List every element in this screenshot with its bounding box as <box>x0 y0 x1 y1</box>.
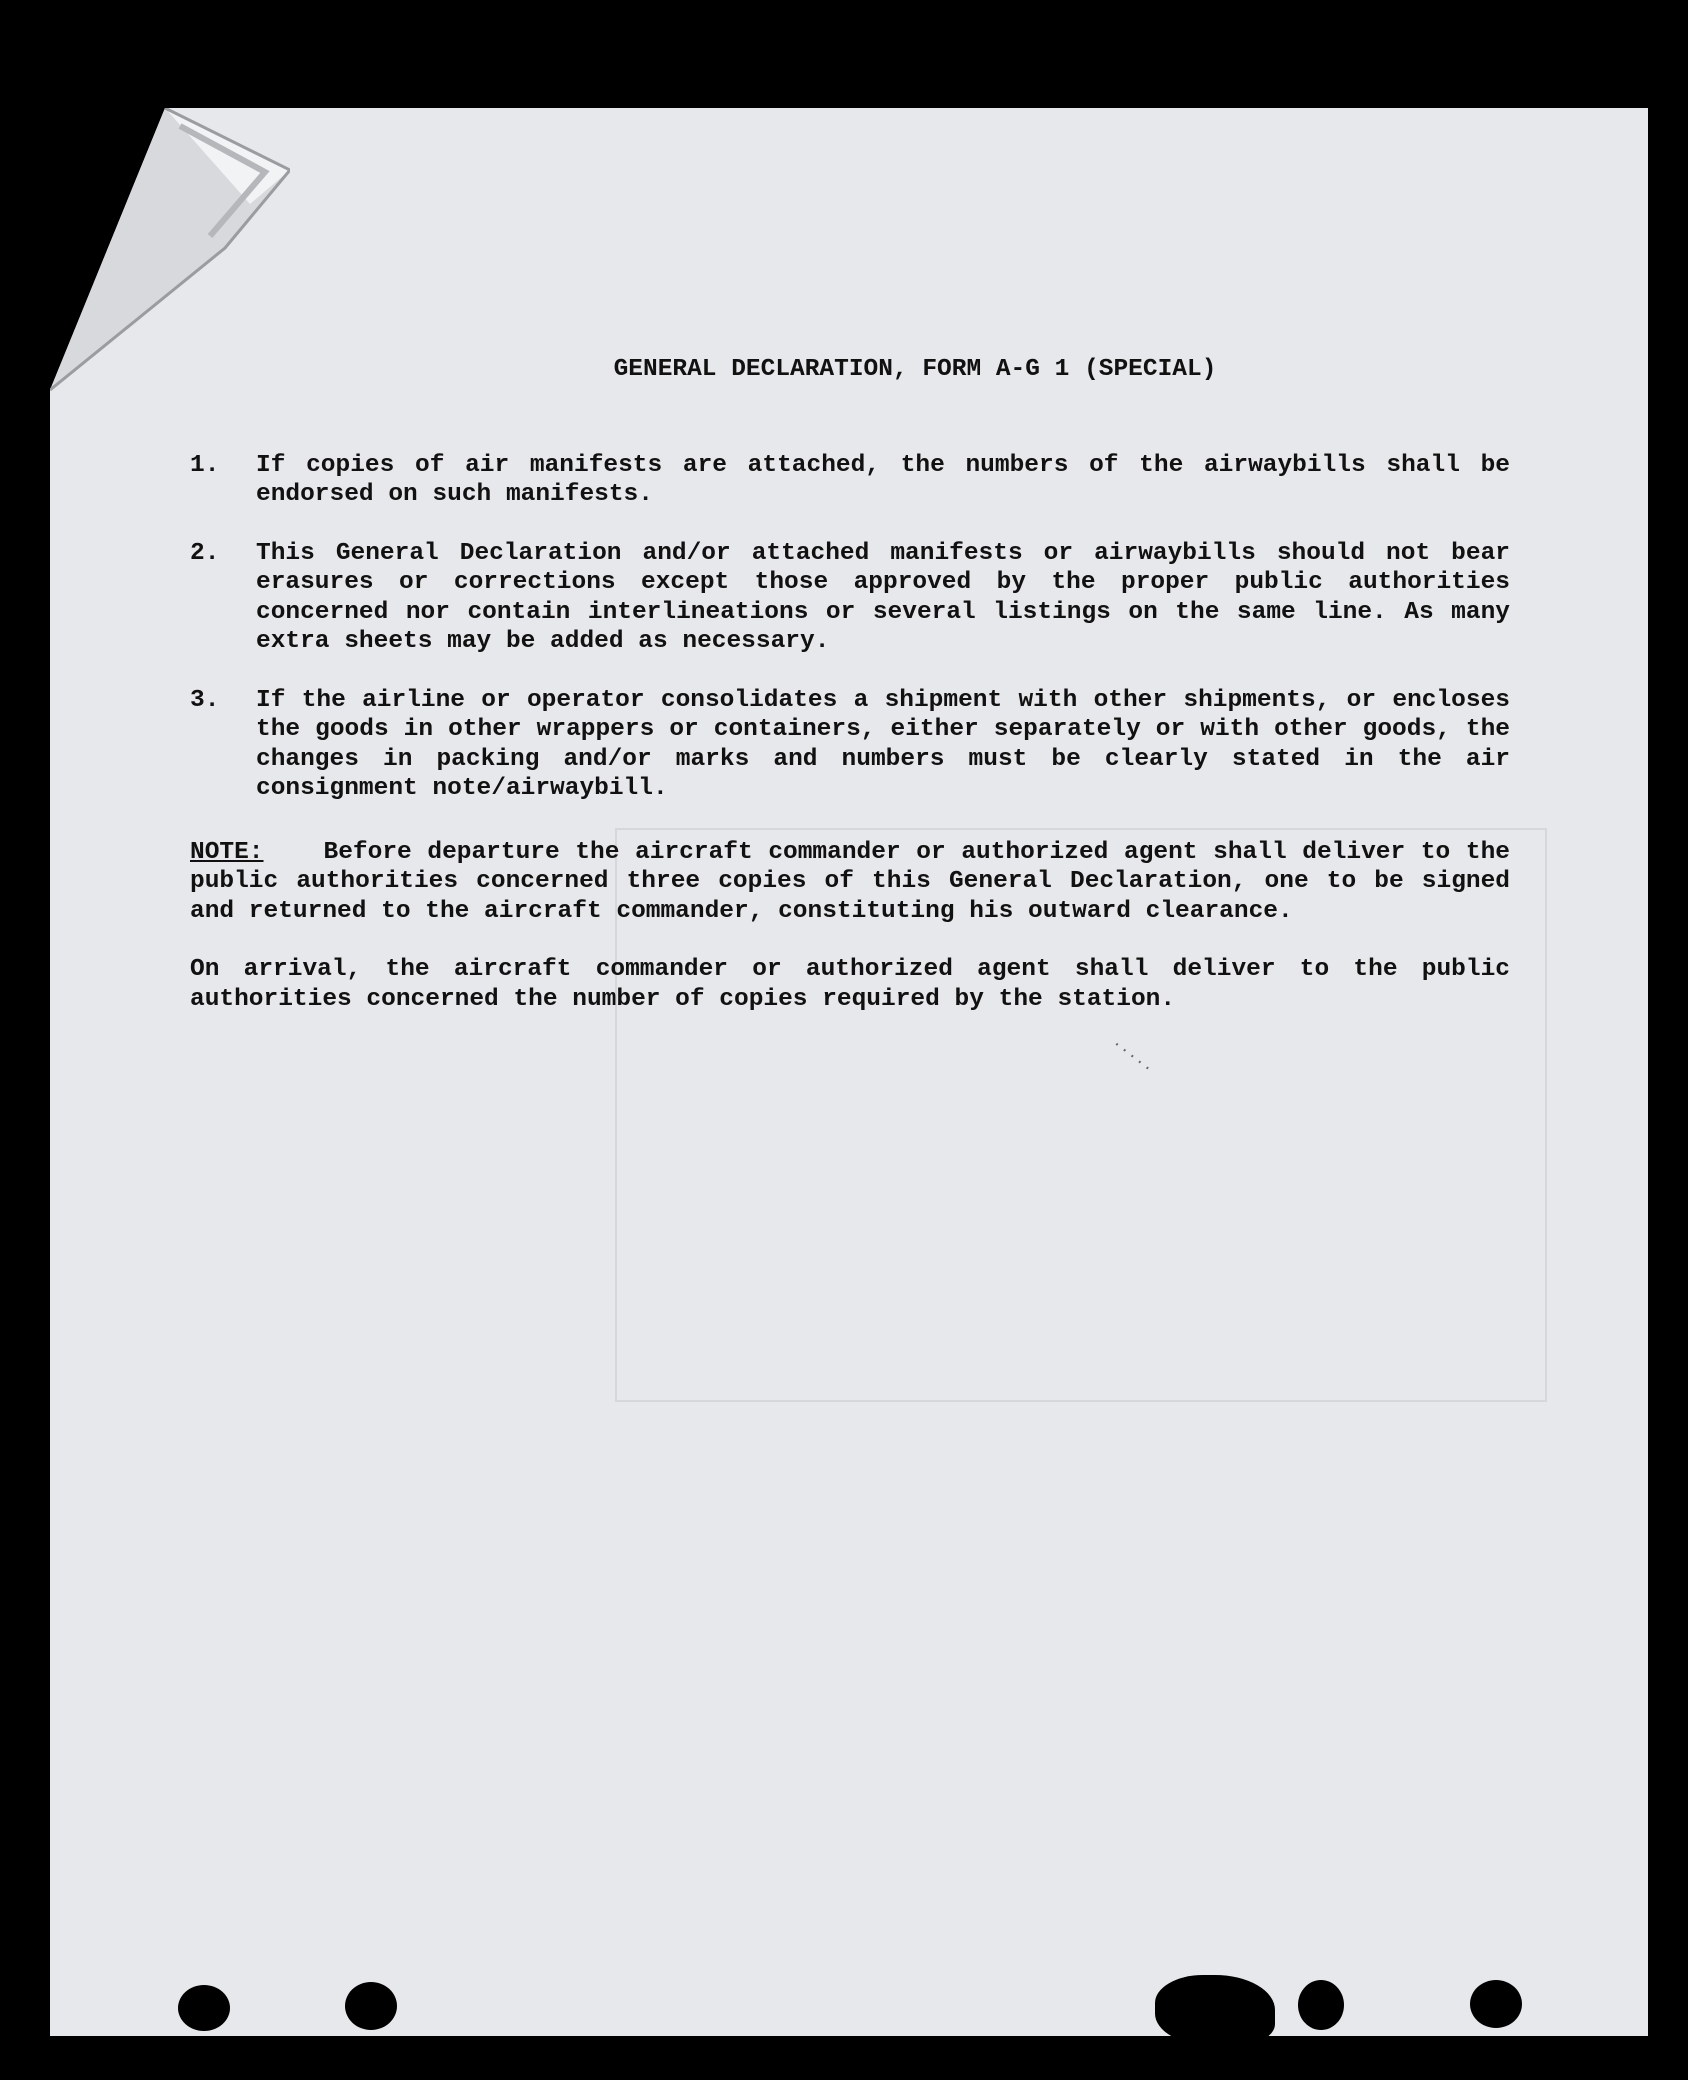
instruction-item <box>190 686 1510 804</box>
note-paragraph <box>190 838 1510 927</box>
document-title: GENERAL DECLARATION, FORM A-G 1 (SPECIAL) <box>613 356 1217 383</box>
item-number: 1. <box>190 451 220 479</box>
item-text: If the airline or operator consolidates a shipment with other shipments, or encloses the goods in other wrappers or containers, either separately or with other goods, the changes in packing and/or marks and numbers must be clearly stated in the air consignment note/airwaybill. <box>256 686 1510 802</box>
punch-hole-4 <box>1298 1980 1344 2030</box>
note-text: Before departure the aircraft commander or authorized agent shall deliver to the public authorities concerned three copies of this General Declaration, one to be signed and returned to the aircraft commander, constituting his outward clearance. <box>190 838 1510 925</box>
punch-hole-3 <box>1155 1975 1275 2045</box>
item-number: 3. <box>190 686 220 714</box>
item-number: 2. <box>190 539 220 567</box>
faint-stamp-mark: ····· <box>1107 1034 1157 1079</box>
punch-hole-1 <box>178 1985 230 2031</box>
instruction-item <box>190 451 1510 510</box>
item-text: If copies of air manifests are attached, the numbers of the airwaybills shall be endorsed on such manifests. <box>256 451 1510 508</box>
instructions-text <box>190 355 1510 1014</box>
arrival-paragraph: On arrival, the aircraft commander or authorized agent shall deliver to the public authorities concerned the number of copies required by the station. <box>190 956 1510 1013</box>
punch-hole-5 <box>1470 1980 1522 2028</box>
item-text: This General Declaration and/or attached manifests or airwaybills should not bear erasures or corrections except those approved by the proper public authorities concerned nor contain interlineations or several listings on the same line. As many extra sheets may be added as necessary. <box>256 539 1510 655</box>
note-label: NOTE: <box>190 838 264 866</box>
punch-hole-2 <box>345 1982 397 2030</box>
instruction-item <box>190 539 1510 657</box>
